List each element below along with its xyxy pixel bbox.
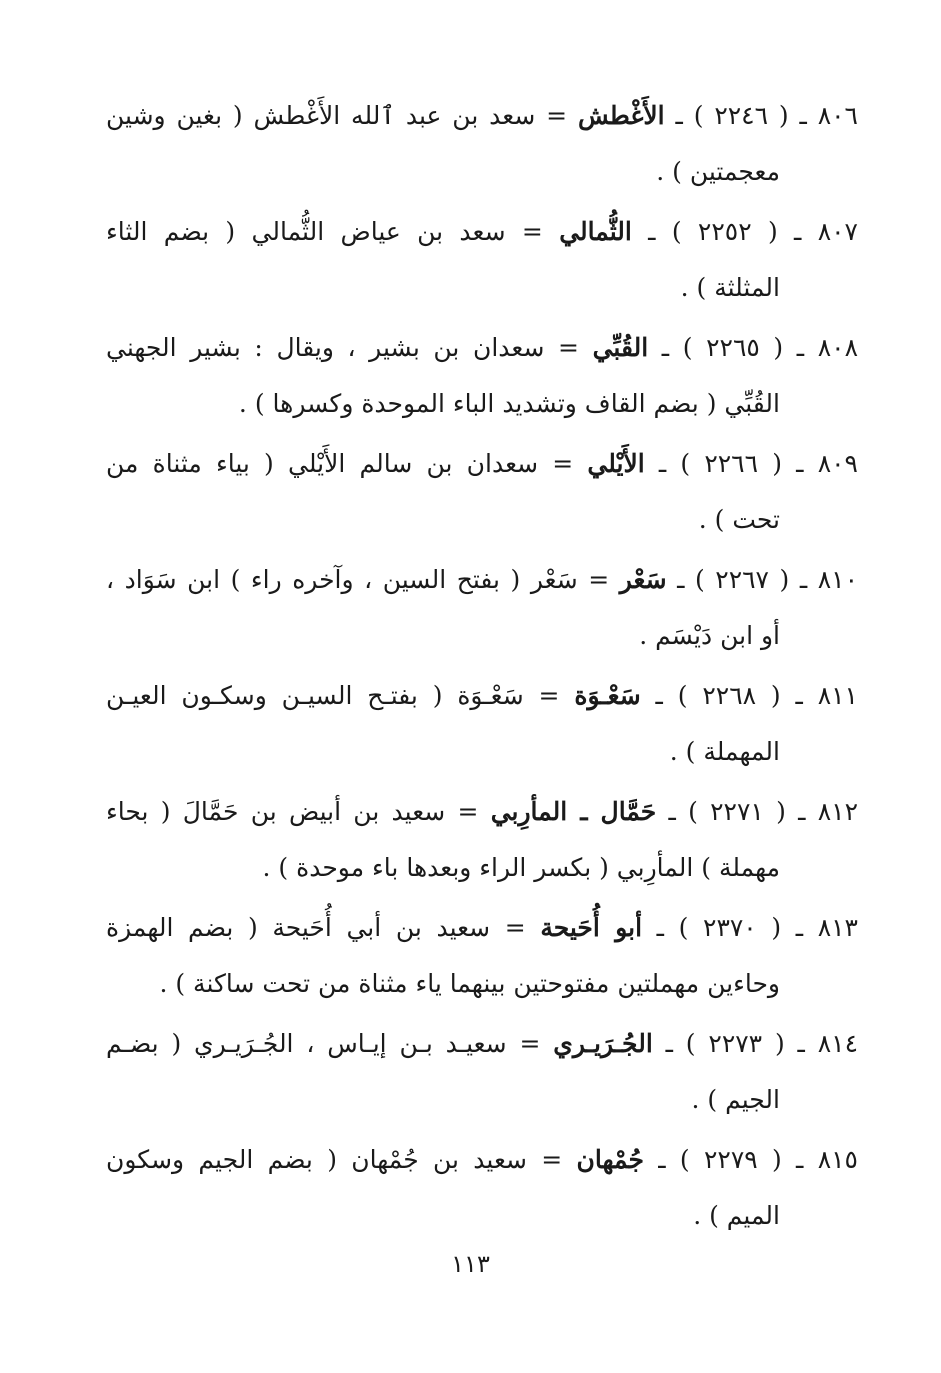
entry-number: ٨٠٩ <box>817 449 858 478</box>
entry-term: حَمَّال ـ المأرِبي <box>490 797 657 826</box>
entry-text: = سعدان بن بشير ، ويقال : بشير الجهني <box>106 333 579 362</box>
list-item <box>106 1132 858 1248</box>
entry-text: = سعد بن عياض الثُّمالي ( بضم الثاء <box>106 217 543 246</box>
entry-reference: ٢٢٤٦ <box>714 101 769 130</box>
entry-text: = سعيـد بـن إيـاس ، الجُـرَيـري ( بضـم <box>106 1029 541 1058</box>
entry-reference: ٢٣٧٠ <box>703 913 757 942</box>
entry-number: ٨٠٦ <box>817 101 858 130</box>
entry-first-line: ٨١٤ ـ ( ٢٢٧٣ ) ـ الجُـرَيـري = سعيـد بـن إيـاس ، الجُـرَيـري ( بضـم <box>106 1029 858 1058</box>
entry-text: = سعيد بن أبي أُحَيحة ( بضم الهمزة <box>106 913 526 942</box>
entry-text: = سعيد بن أبيض بن حَمَّالَ ( بحاء <box>106 797 479 826</box>
entry-number: ٨١٠ <box>817 565 858 594</box>
entry-reference: ٢٢٧١ <box>710 797 764 826</box>
entry-first-line: ٨١١ ـ ( ٢٢٦٨ ) ـ سَعْـوَة = سَعْـوَة ( بفتـح السيـن وسكـون العيـن <box>106 681 858 710</box>
entry-text: = سَعْر ( بفتح السين ، وآخره راء ) ابن سَوَاد ، <box>106 565 610 594</box>
page-number: ١١٣ <box>451 1250 490 1278</box>
entry-continuation: معجمتين ) . <box>656 157 780 186</box>
entry-term: سَعْر <box>619 565 667 594</box>
entry-term: الأَيْلي <box>587 449 645 478</box>
entry-first-line: ٨١٣ ـ ( ٢٣٧٠ ) ـ أبو أُحَيحة = سعيد بن أبي أُحَيحة ( بضم الهمزة <box>106 913 858 942</box>
list-item <box>106 668 858 784</box>
entry-term: سَعْـوَة <box>574 681 641 710</box>
entry-continuation: مهملة ) المأرِبي ( بكسر الراء وبعدها باء موحدة ) . <box>262 853 780 882</box>
entry-text: = سعدان بن سالم الأَيْلي ( بياء مثناة من <box>106 449 574 478</box>
entry-continuation: وحاءين مهملتين مفتوحتين بينهما ياء مثناة من تحت ساكنة ) . <box>159 969 780 998</box>
entry-reference: ٢٢٦٦ <box>704 449 759 478</box>
list-item <box>106 204 858 320</box>
list-item <box>106 436 858 552</box>
list-item <box>106 552 858 668</box>
entry-number: ٨١١ <box>817 681 858 710</box>
entry-first-line: ٨١٥ ـ ( ٢٢٧٩ ) ـ جُمْهان = سعيد بن جُمْهان ( بضم الجيم وسكون <box>106 1145 858 1174</box>
entry-term: أبو أُحَيحة <box>540 913 643 942</box>
entry-continuation: القُبِّي ( بضم القاف وتشديد الباء الموحدة وكسرها ) . <box>238 389 780 418</box>
entry-term: الجُـرَيـري <box>553 1029 653 1058</box>
entry-list <box>106 88 858 1248</box>
entry-continuation: أو ابن دَيْسَم . <box>639 621 780 650</box>
entry-first-line: ٨١٠ ـ ( ٢٢٦٧ ) ـ سَعْر = سَعْر ( بفتح السين ، وآخره راء ) ابن سَوَاد ، <box>106 565 858 594</box>
entry-continuation: المهملة ) . <box>669 737 780 766</box>
entry-first-line: ٨٠٨ ـ ( ٢٢٦٥ ) ـ القُبِّي = سعدان بن بشير ، ويقال : بشير الجهني <box>106 333 858 362</box>
entry-first-line: ٨٠٩ ـ ( ٢٢٦٦ ) ـ الأَيْلي = سعدان بن سالم الأَيْلي ( بياء مثناة من <box>106 449 858 478</box>
entry-first-line: ٨١٢ ـ ( ٢٢٧١ ) ـ حَمَّال ـ المأرِبي = سعيد بن أبيض بن حَمَّالَ ( بحاء <box>106 797 858 826</box>
entry-term: جُمْهان <box>576 1145 644 1174</box>
entry-continuation: تحت ) . <box>698 505 780 534</box>
list-item <box>106 1016 858 1132</box>
entry-term: الأَغْطش <box>577 101 665 130</box>
entry-number: ٨١٥ <box>817 1145 858 1174</box>
entry-first-line: ٨٠٦ ـ ( ٢٢٤٦ ) ـ الأَغْطش = سعد بن عبد ٱلله الأَغْطش ( بغين وشين <box>106 101 858 130</box>
entry-reference: ٢٢٥٢ <box>697 217 752 246</box>
list-item <box>106 784 858 900</box>
entry-number: ٨٠٧ <box>817 217 858 246</box>
list-item <box>106 320 858 436</box>
entry-reference: ٢٢٦٨ <box>702 681 757 710</box>
list-item <box>106 900 858 1016</box>
entry-term: الثُّمالي <box>559 217 632 246</box>
entry-first-line: ٨٠٧ ـ ( ٢٢٥٢ ) ـ الثُّمالي = سعد بن عياض الثُّمالي ( بضم الثاء <box>106 217 858 246</box>
entry-reference: ٢٢٦٥ <box>706 333 760 362</box>
entry-number: ٨١٢ <box>817 797 858 826</box>
entry-term: القُبِّي <box>592 333 649 362</box>
entry-number: ٨١٣ <box>817 913 858 942</box>
entry-reference: ٢٢٧٩ <box>703 1145 758 1174</box>
entry-number: ٨٠٨ <box>817 333 858 362</box>
entry-text: = سعيد بن جُمْهان ( بضم الجيم وسكون <box>106 1145 563 1174</box>
entry-continuation: الجيم ) . <box>691 1085 780 1114</box>
entry-number: ٨١٤ <box>817 1029 858 1058</box>
entry-reference: ٢٢٦٧ <box>715 565 769 594</box>
list-item <box>106 88 858 204</box>
entry-continuation: المثلثة ) . <box>680 273 780 302</box>
entry-text: = سعد بن عبد ٱلله الأَغْطش ( بغين وشين <box>106 101 568 130</box>
entry-continuation: الميم ) . <box>693 1201 780 1230</box>
entry-text: = سَعْـوَة ( بفتـح السيـن وسكـون العيـن <box>106 681 560 710</box>
entry-reference: ٢٢٧٣ <box>708 1029 763 1058</box>
